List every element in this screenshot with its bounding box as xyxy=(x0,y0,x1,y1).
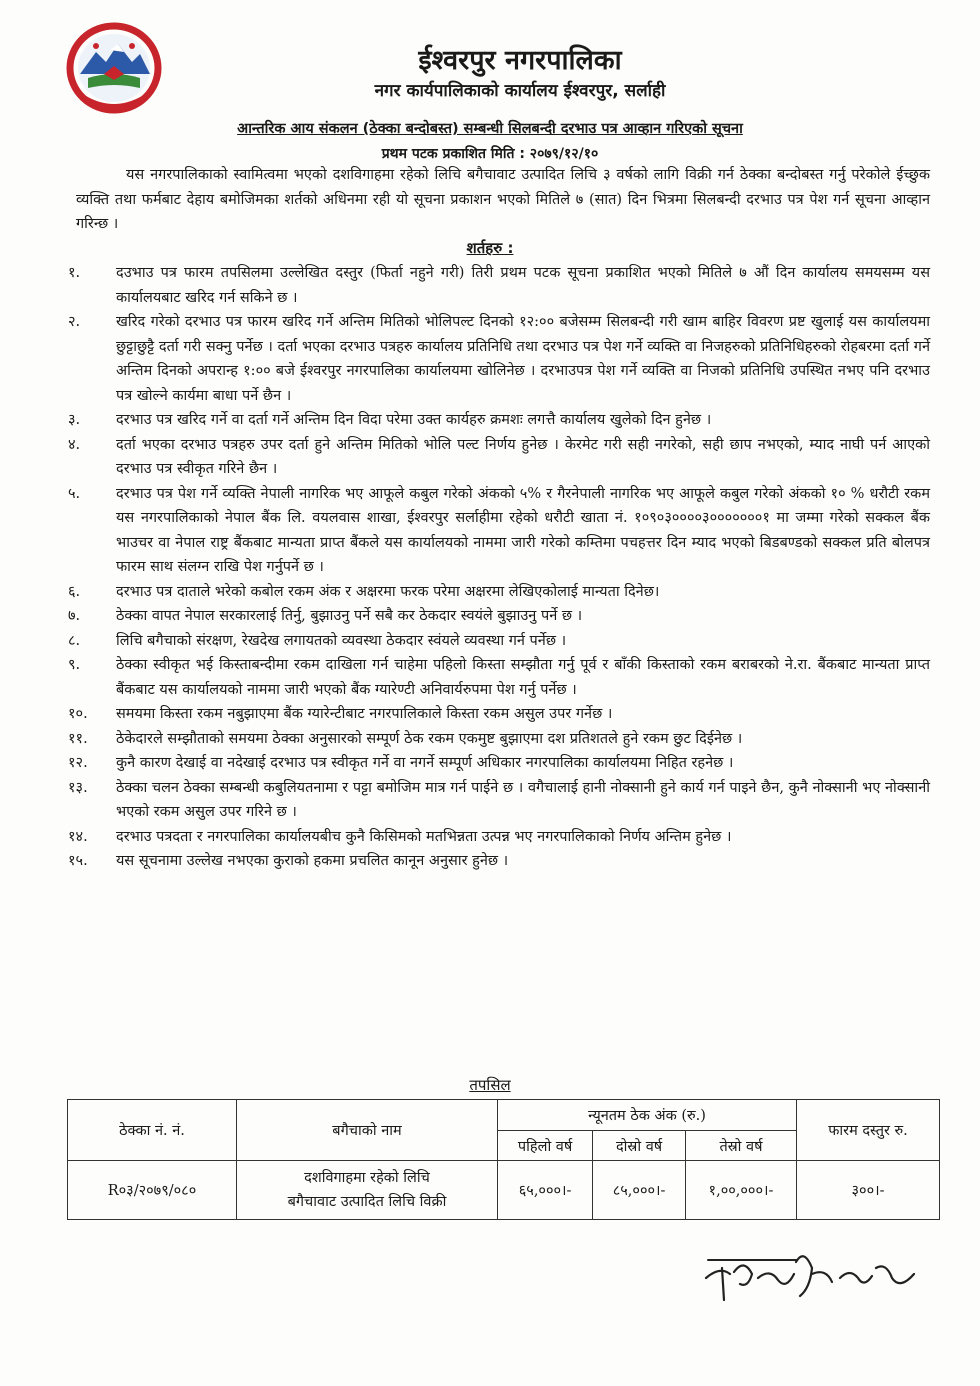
table-header-row xyxy=(68,1100,940,1131)
condition-number: १. xyxy=(68,265,81,281)
schedule-heading xyxy=(0,1075,980,1095)
condition-number: ५. xyxy=(68,485,81,502)
condition-item xyxy=(68,849,930,874)
condition-number: १३. xyxy=(68,779,88,796)
condition-text: दर्ता भएका दरभाउ पत्रहरु उपर दर्ता हुने अन्तिम मितिको भोलि पल्ट निर्णय हुनेछ । केरमेट गरी सही नगरेको, सही छाप नभएको, म्याद नाघी पर्न आएको दरभाउ पत्र स्वीकृत गरिने छैन । xyxy=(116,436,930,477)
header-form-fee: फारम दस्तुर रु. xyxy=(797,1100,940,1161)
conditions-heading xyxy=(0,238,980,258)
header-min-amount: न्यूनतम ठेक अंक (रु.) xyxy=(498,1100,797,1131)
condition-number: ८. xyxy=(68,632,81,649)
condition-item xyxy=(68,629,930,654)
condition-number: ७. xyxy=(68,608,81,624)
condition-number: ११. xyxy=(68,730,88,747)
condition-item xyxy=(68,261,930,310)
garden-name-line1: दशविगाहमा रहेको लिचि xyxy=(304,1170,430,1186)
condition-item xyxy=(68,310,930,408)
condition-number: १०. xyxy=(68,706,88,722)
table-row xyxy=(68,1161,940,1220)
office-name: नगर कार्यपालिकाको कार्यालय ईश्वरपुर, सर्लाही xyxy=(374,81,666,101)
condition-text: दरभाउ पत्र पेश गर्ने व्यक्ति नेपाली नागरिक भए आफूले कबुल गरेको अंकको ५% र गैरनेपाली नागरिक भए आफूले कबुल गरेको अंकको १० % धरौटी रकम यस नगरपालिकाको नेपाल बैंक लि. वयलवास शाखा, ईश्वरपुर सर्लाहीमा रहेको धरौटी खाता नं. १०९०३००००३०००००००१ मा जम्मा गरेको सक्कल बैंक भाउचर वा नेपाल राष्ट्र बैंकबाट मान्यता प्राप्त बैंकले यस कार्यालयको नाममा जारी गरेको कम्तिमा पचहत्तर दिन म्याद भएको बिडबण्डको सक्कल प्रति बोलपत्र फारम साथ संलग्न राखि पेश गर्नुपर्ने छ । xyxy=(116,485,930,575)
condition-item xyxy=(68,580,930,605)
cell-year2: ८५,०००।- xyxy=(593,1161,686,1220)
cell-contract-no: R०३/२०७९/०८० xyxy=(68,1161,237,1220)
condition-number: ९. xyxy=(68,657,81,673)
intro-paragraph: यस नगरपालिकाको स्वामित्वमा भएको दशविगाहमा रहेको लिचि बगैचावाट उत्पादित लिचि ३ वर्षको लागि विक्री गर्न ठेक्का बन्दोबस्त गर्नु परेकोले ईच्छुक व्यक्ति तथा फर्मबाट देहाय बमोजिमका शर्तको अधिनमा रही यो सूचना प्रकाशन भएको मितिले ७ (सात) दिन भित्रमा सिलबन्दी दरभाउ पत्र पेश गर्न सूचना आव्हान गरिन्छ । xyxy=(76,167,930,232)
condition-item xyxy=(68,604,930,629)
condition-item xyxy=(68,433,930,482)
header-contract-no: ठेक्का नं. नं. xyxy=(68,1100,237,1161)
handwritten-signature xyxy=(700,1238,930,1308)
condition-number: ६. xyxy=(68,583,81,600)
schedule-table xyxy=(67,1099,940,1220)
notice-subject xyxy=(0,118,980,138)
condition-text: दरभाउ पत्र दाताले भरेको कबोल रकम अंक र अक्षरमा फरक परेमा अक्षरमा लेखिएकोलाई मान्यता दिनेछ। xyxy=(116,583,660,600)
conditions-heading-text: शर्तहरु : xyxy=(466,239,514,257)
condition-item xyxy=(68,702,930,727)
published-date: प्रथम पटक प्रकाशित मिति : २०७९/१२/१० xyxy=(381,146,599,162)
condition-number: १२. xyxy=(68,755,88,771)
condition-item xyxy=(68,653,930,702)
condition-text: ठेक्का वापत नेपाल सरकारलाई तिर्नु, बुझाउनु पर्ने सबै कर ठेकदार स्वयंले बुझाउनु पर्ने छ । xyxy=(116,608,583,624)
cell-year1: ६५,०००।- xyxy=(498,1161,593,1220)
condition-item xyxy=(68,408,930,433)
condition-text: खरिद गरेको दरभाउ पत्र फारम खरिद गर्ने अन्तिम मितिको भोलिपल्ट दिनको १२:०० बजेसम्म सिलबन्दी गरी खाम बाहिर विवरण प्रष्ट खुलाई यस कार्यालयमा छुट्टाछुट्टै दर्ता गरी सक्नु पर्नेछ । दर्ता भएका दरभाउ पत्रहरु कार्यालय प्रतिनिधि तथा दरभाउ पत्र पेश गर्ने व्यक्ति वा निजहरुको प्रतिनिधिहरुको रोहबरमा दर्ता गर्ने अन्तिम दिनको अपरान्ह १:०० बजे ईश्वरपुर नगरपालिका कार्यालयमा खोलिनेछ । दरभाउपत्र पेश गर्ने व्यक्ति वा निजको प्रतिनिधि उपस्थित नभए पनि दरभाउ पत्र खोल्ने कार्यमा बाधा पर्ने छैन । xyxy=(116,314,930,404)
garden-name-line2: बगैचावाट उत्पादित लिचि विक्री xyxy=(287,1194,447,1210)
cell-garden-name xyxy=(237,1161,498,1220)
condition-text: दरभाउ पत्रदता र नगरपालिका कार्यालयबीच कुनै किसिमको मतभिन्नता उत्पन्न भए नगरपालिकाको निर्णय अन्तिम हुनेछ । xyxy=(116,828,732,845)
condition-text: दउभाउ पत्र फारम तपसिलमा उल्लेखित दस्तुर (फिर्ता नहुने गरी) तिरी प्रथम पटक सूचना प्रकाशित भएको मितिले ७ औं दिन कार्यालय समयसम्म यस कार्यालयबाट खरिद गर्न सकिने छ । xyxy=(116,265,930,306)
notice-subject-text: आन्तरिक आय संकलन (ठेक्का बन्दोबस्त) सम्बन्धी सिलबन्दी दरभाउ पत्र आव्हान गरिएको सूचना xyxy=(237,121,743,137)
condition-item xyxy=(68,727,930,752)
condition-number: ३. xyxy=(68,412,81,428)
header-garden-name: बगैचाको नाम xyxy=(237,1100,498,1161)
header-year3: तेस्रो वर्ष xyxy=(685,1131,796,1161)
header-year1: पहिलो वर्ष xyxy=(498,1131,593,1161)
condition-number: २. xyxy=(68,314,81,330)
condition-number: ४. xyxy=(68,436,81,453)
condition-item xyxy=(68,776,930,825)
condition-item xyxy=(68,482,930,580)
cell-form-fee: ३००।- xyxy=(797,1161,940,1220)
condition-text: कुनै कारण देखाई वा नदेखाई दरभाउ पत्र स्वीकृत गर्ने वा नगर्ने सम्पूर्ण अधिकार नगरपालिका कार्यालयमा निहित रहनेछ । xyxy=(116,755,734,771)
municipality-name: ईश्वरपुर नगरपालिका xyxy=(418,45,622,76)
condition-item xyxy=(68,751,930,776)
condition-text: लिचि बगैचाको संरक्षण, रेखदेख लगायतको व्यवस्था ठेकदार स्वंयले व्यवस्था गर्न पर्नेछ । xyxy=(116,632,567,649)
cell-year3: १,००,०००।- xyxy=(685,1161,796,1220)
condition-text: ठेकेदारले सम्झौताको समयमा ठेक्का अनुसारको सम्पूर्ण ठेक रकम एकमुष्ट बुझाएमा दश प्रतिशतले हुने रकम छुट दिईनेछ । xyxy=(116,730,743,747)
condition-number: १४. xyxy=(68,828,88,845)
schedule-heading-text: तपसिल xyxy=(469,1076,511,1094)
condition-text: ठेक्का स्वीकृत भई किस्ताबन्दीमा रकम दाखिला गर्न चाहेमा पहिलो किस्ता सम्झौता गर्नु पूर्व र बाँकी किस्ताको रकम बराबरको ने.रा. बैंकबाट मान्यता प्राप्त बैंकबाट यस कार्यालयको नाममा जारी भएको बैंक ग्यारेण्टी अनिवार्यरुपमा पेश गर्नु पर्नेछ । xyxy=(116,657,930,698)
condition-item xyxy=(68,825,930,850)
condition-text: ठेक्का चलन ठेक्का सम्बन्धी कबुलियतनामा र पट्टा बमोजिम मात्र गर्न पाईने छ । वगैचालाई हानी नोक्सानी हुने कार्य गर्न पाइने छैन, कुनै नोक्सानी भए नोक्सानी भएको रकम असुल उपर गरिने छ । xyxy=(116,779,930,820)
header-year2: दोस्रो वर्ष xyxy=(593,1131,686,1161)
condition-text: समयमा किस्ता रकम नबुझाएमा बैंक ग्यारेन्टीबाट नगरपालिकाले किस्ता रकम असुल उपर गर्नेछ । xyxy=(116,706,613,722)
condition-text: दरभाउ पत्र खरिद गर्ने वा दर्ता गर्ने अन्तिम दिन विदा परेमा उक्त कार्यहरु क्रमशः लगत्तै कार्यालय खुलेको दिन हुनेछ । xyxy=(116,412,712,428)
condition-text: यस सूचनामा उल्लेख नभएका कुराको हकमा प्रचलित कानून अनुसार हुनेछ । xyxy=(116,853,509,869)
conditions-list xyxy=(68,261,930,874)
condition-number: १५. xyxy=(68,853,88,869)
